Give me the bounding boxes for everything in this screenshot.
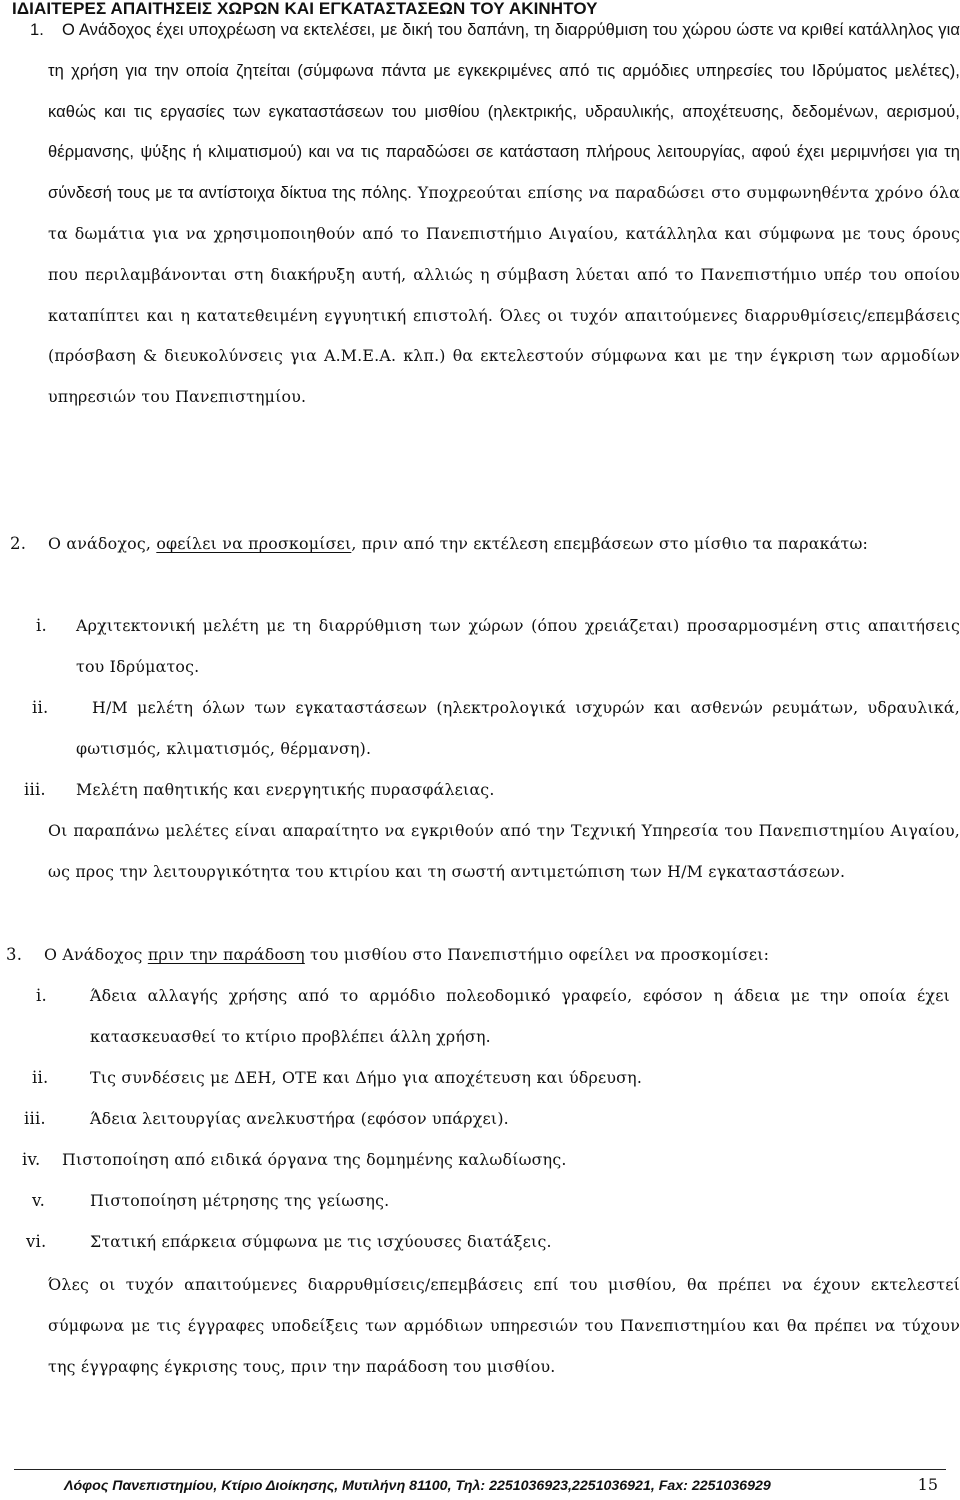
section-1-paragraph	[48, 10, 960, 418]
section-3-item-i-marker: i.	[36, 986, 47, 1005]
section-3-closing: Όλες οι τυχόν απαιτούμενες διαρρυθμίσεις/επεμβάσεις επί του μισθίου, θα πρέπει να έχουν εκτελεστεί σύμφωνα με τις έγγραφες υποδείξεις των αρμόδιων υπηρεσιών του Πανεπιστημίου και θα πρέπει να τύχουν της έγγραφης έγκρισης τους, πριν την παράδοση του μισθίου.	[48, 1275, 960, 1376]
section-3-intro-text: Ο Ανάδοχος	[44, 945, 148, 964]
section-2-item-iii-text: Μελέτη παθητικής και ενεργητικής πυρασφάλειας.	[76, 780, 495, 799]
section-3-item-v-marker: v.	[32, 1191, 46, 1210]
section-3-item-iv-text: Πιστοποίηση από ειδικά όργανα της δομημένης καλωδίωσης.	[62, 1150, 567, 1169]
section-2-intro-text-end: , πριν από την εκτέλεση επεμβάσεων στο μίσθιο τα παρακάτω:	[351, 534, 869, 553]
section-3-item-vi-marker: vi.	[26, 1232, 47, 1251]
page-number: 15	[917, 1475, 938, 1494]
section-3-intro	[44, 935, 960, 976]
section-2-intro-text: Ο ανάδοχος,	[48, 534, 157, 553]
section-2-closing: Οι παραπάνω μελέτες είναι απαραίτητο να εγκριθούν από την Τεχνική Υπηρεσία του Πανεπιστημίου Αιγαίου, ως προς την λειτουργικότητα του κτιρίου και τη σωστή αντιμετώπιση των Η/Μ εγκαταστάσεων.	[48, 821, 960, 881]
section-3-item-iii-text: Άδεια λειτουργίας ανελκυστήρα (εφόσον υπάρχει).	[90, 1109, 509, 1128]
section-1-text-continued: Υποχρεούται επίσης να παραδώσει στο συμφωνηθέντα χρόνο όλα τα δωμάτια για να χρησιμοποιηθούν από το Πανεπιστήμιο Αιγαίου, κατάλληλα και σύμφωνα με τους όρους που περιλαμβάνονται στη διακήρυξη αυτή, αλλιώς η σύμβαση λύεται από το Πανεπιστήμιο υπέρ του οποίου καταπίπτει και η κατατεθειμένη εγγυητική επιστολή. Όλες οι τυχόν απαιτούμενες διαρρυθμίσεις/επεμβάσεις (πρόσβαση & διευκολύνσεις για Α.Μ.Ε.Α. κλπ.) θα εκτελεστούν σύμφωνα και με την έγκριση των αρμοδίων υπηρεσιών του Πανεπιστημίου.	[48, 183, 960, 407]
section-3-item-ii-text: Τις συνδέσεις με ΔΕΗ, ΟΤΕ και Δήμο για αποχέτευση και ύδρευση.	[90, 1068, 643, 1087]
section-1-number: 1.	[30, 21, 44, 39]
footer-divider	[14, 1469, 946, 1470]
section-2-intro	[48, 524, 960, 565]
section-3-item-ii-marker: ii.	[32, 1068, 49, 1087]
section-3-intro-text-end: του μισθίου στο Πανεπιστήμιο οφείλει να προσκομίσει:	[304, 945, 770, 964]
section-2-number: 2.	[10, 534, 27, 553]
section-2-item-iii-marker: iii.	[24, 780, 46, 799]
section-2-item-ii-marker: ii.	[32, 698, 49, 717]
section-2-item-i-text: Αρχιτεκτονική μελέτη με τη διαρρύθμιση των χώρων (όπου χρειάζεται) προσαρμοσμένη στις απαιτήσεις του Ιδρύματος.	[76, 616, 960, 676]
section-3-number: 3.	[6, 945, 23, 964]
section-2-item-i-marker: i.	[36, 616, 47, 635]
page-heading: ΙΔΙΑΙΤΕΡΕΣ ΑΠΑΙΤΗΣΕΙΣ ΧΩΡΩΝ ΚΑΙ ΕΓΚΑΤΑΣΤΑΣΕΩΝ ΤΟΥ ΑΚΙΝΗΤΟΥ	[12, 0, 598, 18]
section-2-underlined-phrase: οφείλει να προσκομίσει	[156, 534, 352, 553]
section-1-text: Ο Ανάδοχος έχει υποχρέωση να εκτελέσει, με δική του δαπάνη, τη διαρρύθμιση του χώρου ώστε να κριθεί κατάλληλος για τη χρήση για την οποία ζητείται (σύμφωνα πάντα με εγκεκριμένες από τις αρμόδιες υπηρεσίες του Ιδρύματος μελέτες), καθώς και τις εργασίες των εγκαταστάσεων του μισθίου (ηλεκτρικής, υδραυλικής, αποχέτευσης, δεδομένων, αερισμού, θέρμανσης, ψύξης ή κλιματισμού) και να τις παραδώσει σε κατάσταση πλήρους λειτουργίας, αφού έχει μεριμνήσει για τη σύνδεσή τους με τα αντίστοιχα δίκτυα της πόλης.	[48, 21, 960, 203]
section-2-item-ii-text: Η/Μ μελέτη όλων των εγκαταστάσεων (ηλεκτρολογικά ισχυρών και ασθενών ρευμάτων, υδραυλικά, φωτισμός, κλιματισμός, θέρμανση).	[76, 698, 960, 758]
section-3-item-iv-marker: iv.	[22, 1150, 41, 1169]
section-3-item-i-text: Άδεια αλλαγής χρήσης από το αρμόδιο πολεοδομικό γραφείο, εφόσον η άδεια με την οποία έχει κατασκευασθεί το κτίριο προβλέπει άλλη χρήση.	[90, 986, 950, 1046]
section-3-item-vi-text: Στατική επάρκεια σύμφωνα με τις ισχύουσες διατάξεις.	[90, 1232, 552, 1251]
section-3-item-v-text: Πιστοποίηση μέτρησης της γείωσης.	[90, 1191, 390, 1210]
section-3-item-iii-marker: iii.	[24, 1109, 46, 1128]
section-3-underlined-phrase: πριν την παράδοση	[147, 945, 305, 964]
footer-address: Λόφος Πανεπιστημίου, Κτίριο Διοίκησης, Μυτιλήνη 81100, Τηλ: 2251036923,2251036921, Fax: 2251036929	[64, 1478, 771, 1494]
